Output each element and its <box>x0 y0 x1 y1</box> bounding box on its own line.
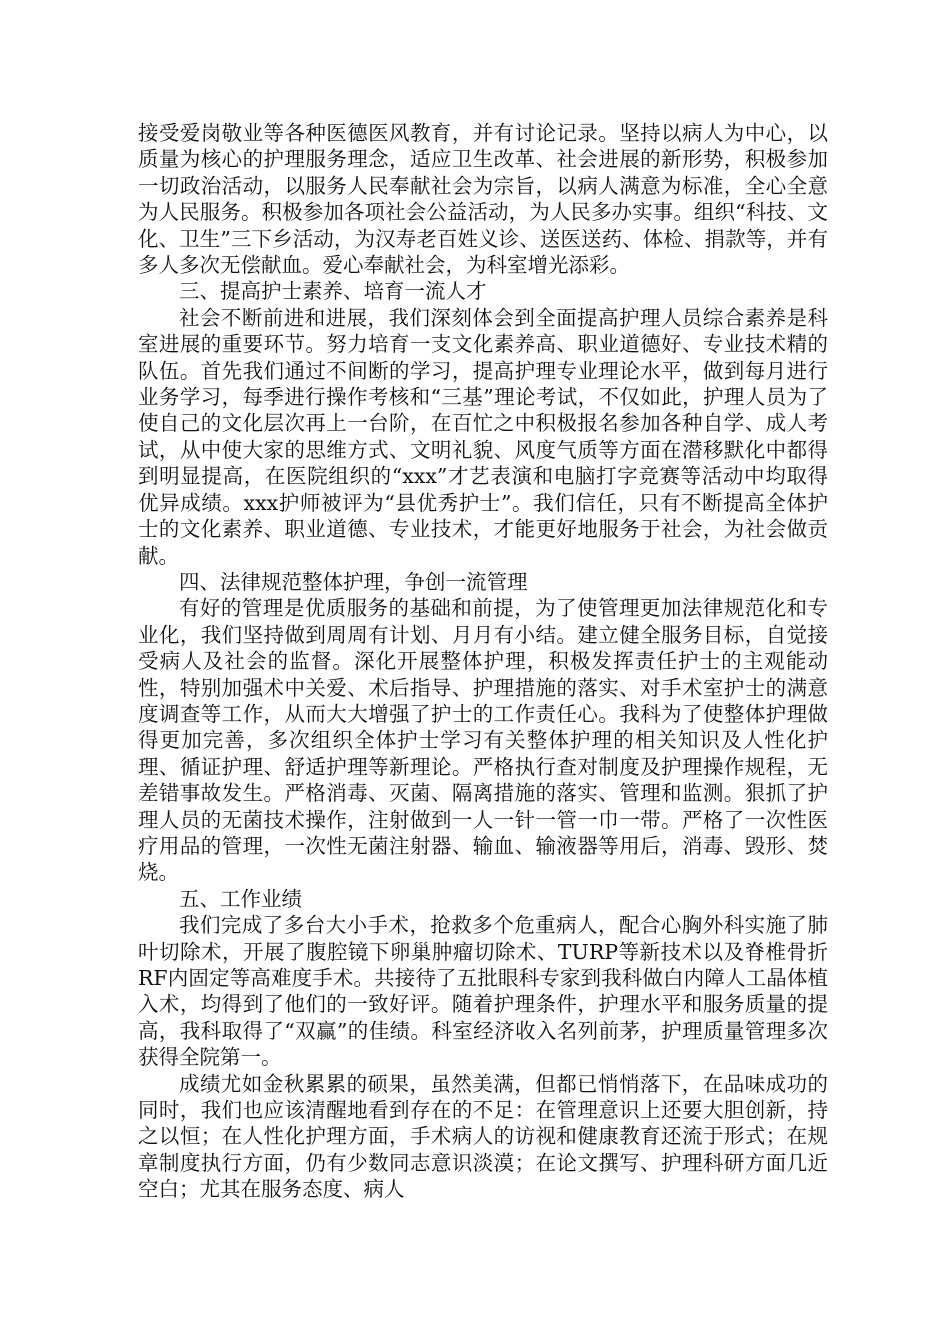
document-page <box>138 120 828 1203</box>
paragraph-3: 有好的管理是优质服务的基础和前提，为了使管理更加法律规范化和专业化，我们坚持做到周周有计划、月月有小结。建立健全服务目标，自觉接受病人及社会的监督。深化开展整体护理，积极发挥责任护士的主观能动性，特别加强术中关爱、术后指导、护理措施的落实、对手术室护士的满意度调查等工作，从而大大增强了护士的工作责任心。我科为了使整体护理做得更加完善，多次组织全体护士学习有关整体护理的相关知识及人性化护理、循证护理、舒适护理等新理论。严格执行查对制度及护理操作规程，无差错事故发生。严格消毒、灭菌、隔离措施的落实、管理和监测。狠抓了护理人员的无菌技术操作，注射做到一人一针一管一巾一带。严格了一次性医疗用品的管理，一次性无菌注射器、输血、输液器等用后，消毒、毁形、焚烧。 <box>138 596 828 885</box>
paragraph-4: 我们完成了多台大小手术，抢救多个危重病人，配合心胸外科实施了肺叶切除术，开展了腹腔镜下卵巢肿瘤切除术、TURP等新技术以及脊椎骨折RF内固定等高难度手术。共接待了五批眼科专家到我科做白内障人工晶体植入术，均得到了他们的一致好评。随着护理条件，护理水平和服务质量的提高，我科取得了“双赢”的佳绩。科室经济收入名列前茅，护理质量管理多次获得全院第一。 <box>138 913 828 1070</box>
paragraph-2: 社会不断前进和进展，我们深刻体会到全面提高护理人员综合素养是科室进展的重要环节。努力培育一支文化素养高、职业道德好、专业技术精的队伍。首先我们通过不间断的学习，提高护理专业理论水平，做到每月进行业务学习，每季进行操作考核和“三基”理论考试，不仅如此，护理人员为了使自己的文化层次再上一台阶，在百忙之中积极报名参加各种自学、成人考试，从中使大家的思维方式、文明礼貌、风度气质等方面在潜移默化中都得到明显提高，在医院组织的“xxx”才艺表演和电脑打字竞赛等活动中均取得优异成绩。xxx护师被评为“县优秀护士”。我们信任，只有不断提高全体护士的文化素养、职业道德、专业技术，才能更好地服务于社会，为社会做贡献。 <box>138 305 828 568</box>
section-heading-5: 五、工作业绩 <box>179 886 302 911</box>
paragraph-1: 接受爱岗敬业等各种医德医风教育，并有讨论记录。坚持以病人为中心，以质量为核心的护理服务理念，适应卫生改革、社会进展的新形势，积极参加一切政治活动，以服务人民奉献社会为宗旨，以病人满意为标准，全心全意为人民服务。积极参加各项社会公益活动，为人民多办实事。组织“科技、文化、卫生”三下乡活动，为汉寿老百姓义诊、送医送药、体检、捐款等，并有多人多次无偿献血。爱心奉献社会，为科室增光添彩。 <box>138 121 828 278</box>
section-heading-4: 四、法律规范整体护理，争创一流管理 <box>179 569 528 594</box>
section-heading-3: 三、提高护士素养、培育一流人才 <box>179 279 487 304</box>
paragraph-5: 成绩尤如金秋累累的硕果，虽然美满，但都已悄悄落下，在品味成功的同时，我们也应该清醒地看到存在的不足：在管理意识上还要大胆创新，持之以恒；在人性化护理方面，手术病人的访视和健康教育还流于形式；在规章制度执行方面，仍有少数同志意识淡漠；在论文撰写、护理科研方面几近空白；尤其在服务态度、病人 <box>138 1071 828 1202</box>
